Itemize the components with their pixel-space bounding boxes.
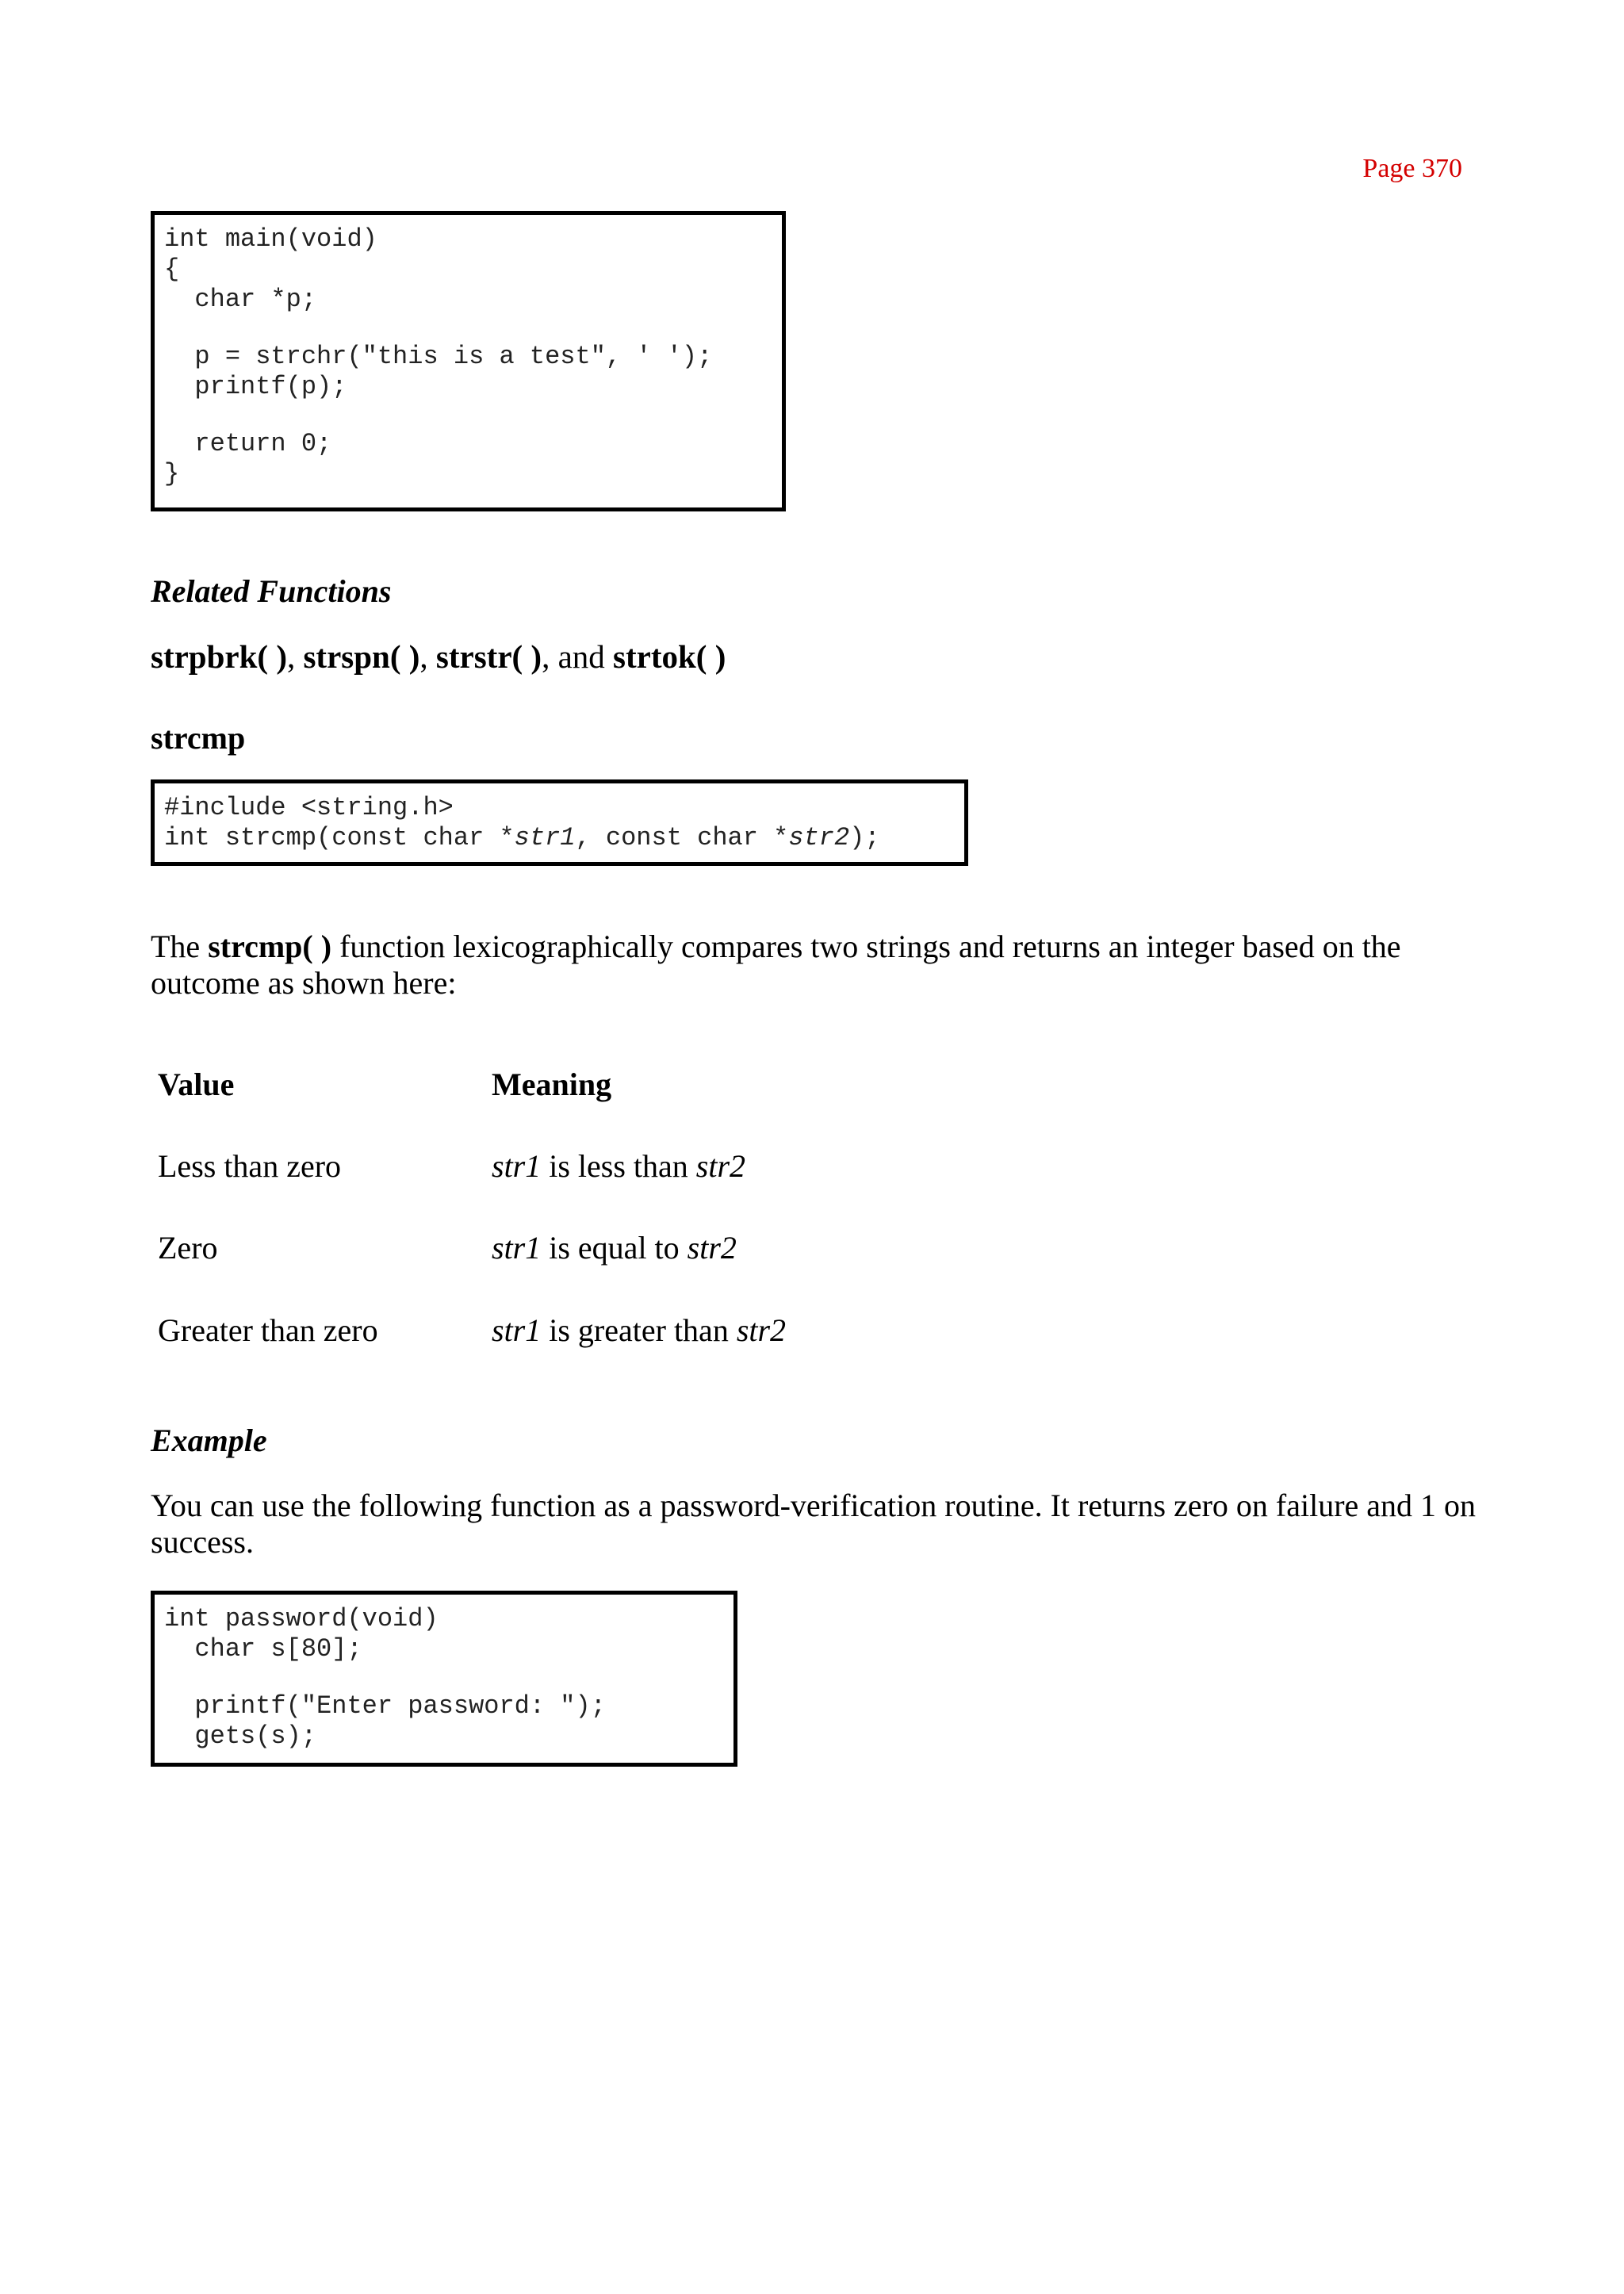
list-separator: , and: [542, 638, 614, 675]
param-str1: str1: [492, 1312, 542, 1348]
prototype-code-block: [151, 779, 968, 866]
list-separator: ,: [419, 638, 436, 675]
param-str1: str1: [492, 1148, 542, 1184]
code-segment: );: [849, 823, 880, 852]
table-cell-value: Less than zero: [158, 1148, 342, 1184]
param-str2: str2: [736, 1312, 787, 1348]
code-segment: , const char *: [575, 823, 789, 852]
code-line: [164, 823, 964, 853]
function-name: strcmp( ): [208, 929, 332, 964]
code-line: int password(void): [164, 1604, 439, 1633]
param-str1: str1: [514, 823, 576, 852]
text-segment: is greater than: [541, 1312, 737, 1348]
param-str2: str2: [687, 1230, 737, 1266]
text-segment: function lexicographically compares two strings and returns an integer based on the outcome as shown here:: [151, 929, 1401, 1001]
code-line: char *p;: [164, 285, 317, 314]
code-line: int main(void): [164, 224, 377, 254]
table-cell-meaning: [492, 1229, 737, 1266]
code-segment: int strcmp(const char *: [164, 823, 515, 852]
code-blank-line: [164, 1664, 733, 1691]
code-line: printf("Enter password: ");: [164, 1691, 606, 1721]
code-line: return 0;: [164, 429, 332, 458]
table-cell-meaning: [492, 1312, 786, 1349]
function-link-strspn: strspn( ): [303, 638, 420, 675]
example-description: You can use the following function as a password-verification routine. It returns zero on failure and 1 on success.: [151, 1488, 1477, 1560]
param-str2: str2: [788, 823, 850, 852]
code-block-example: [151, 1591, 737, 1767]
function-title: strcmp: [151, 720, 246, 756]
text-segment: is less than: [541, 1148, 696, 1184]
related-functions-heading: Related Functions: [151, 573, 392, 609]
code-line: p = strchr("this is a test", ' ');: [164, 342, 713, 371]
function-link-strstr: strstr( ): [435, 638, 542, 675]
table-cell-value: Zero: [158, 1230, 218, 1266]
example-heading: Example: [151, 1423, 267, 1458]
code-blank-line: [164, 315, 782, 342]
table-cell-value: Greater than zero: [158, 1312, 378, 1348]
code-line: char s[80];: [164, 1634, 362, 1664]
code-line: {: [164, 255, 180, 284]
code-line: #include <string.h>: [164, 793, 454, 822]
page-number: Page 370: [1362, 154, 1462, 183]
code-blank-line: [164, 402, 782, 429]
list-separator: ,: [286, 638, 304, 675]
function-link-strtok: strtok( ): [613, 638, 726, 675]
code-line: printf(p);: [164, 372, 347, 401]
strcmp-description: [151, 929, 1483, 1001]
related-functions-list: [151, 638, 726, 676]
param-str2: str2: [695, 1148, 746, 1184]
code-block-main: [151, 211, 786, 511]
table-header-value: Value: [158, 1067, 235, 1102]
code-line: }: [164, 459, 180, 488]
text-segment: is equal to: [541, 1230, 688, 1266]
code-line: gets(s);: [164, 1721, 317, 1751]
table-cell-meaning: [492, 1147, 745, 1185]
table-header-meaning: Meaning: [492, 1067, 612, 1102]
text-segment: The: [151, 929, 209, 964]
param-str1: str1: [492, 1230, 542, 1266]
function-link-strpbrk: strpbrk( ): [151, 638, 287, 675]
